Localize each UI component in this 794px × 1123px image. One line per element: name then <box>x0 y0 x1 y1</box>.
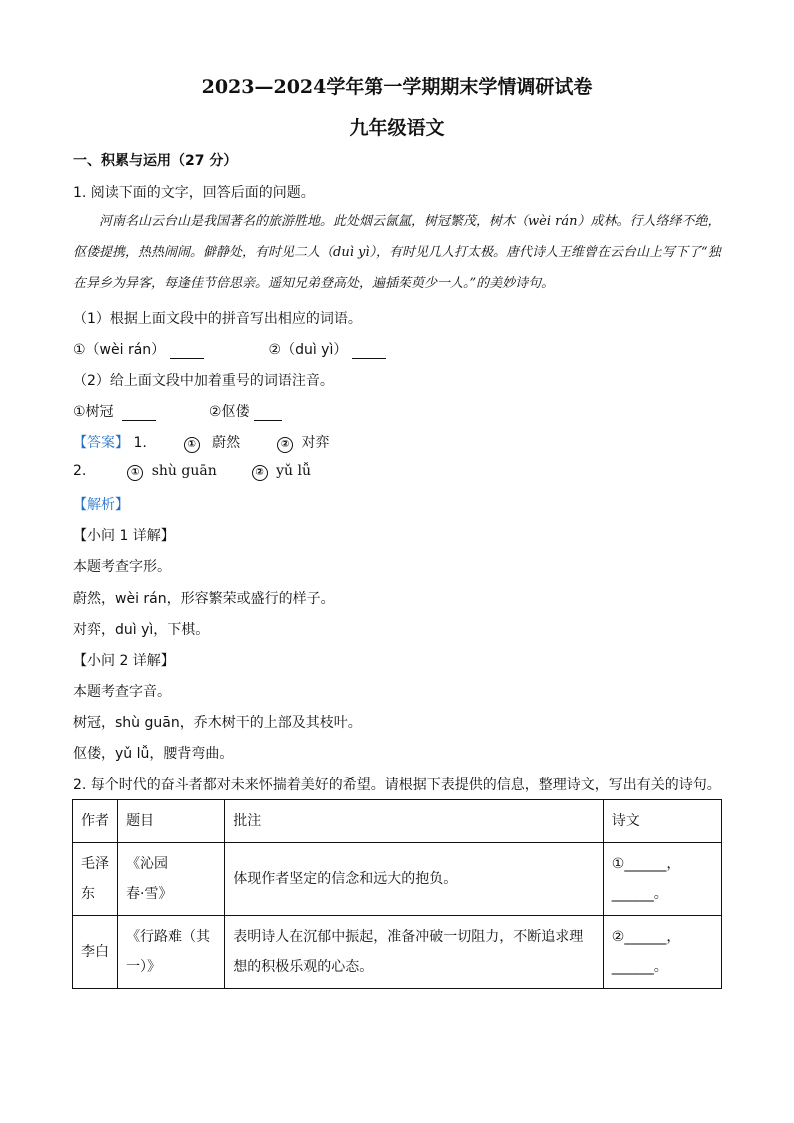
detail-2-line-2: 树冠，shù guān，乔木树干的上部及其枝叶。 <box>73 715 362 731</box>
question-2-stem: 2. 每个时代的奋斗者都对未来怀揣着美好的希望。请根据下表提供的信息，整理诗文，写出有关的诗句。 <box>73 777 721 793</box>
poem-blank[interactable]: ①______， <box>611 856 681 872</box>
poem-blank[interactable]: ②______， <box>611 929 681 945</box>
circled-one-icon: ① <box>184 437 200 453</box>
table-row <box>73 843 722 916</box>
question-1-stem: 1. 阅读下面的文字，回答后面的问题。 <box>73 185 315 201</box>
answer-2b-text: yǔ lǚ <box>276 463 311 479</box>
analysis-label: 【解析】 <box>73 497 129 513</box>
section-heading: 一、积累与运用（27 分） <box>73 153 238 169</box>
poem-answer-cell[interactable] <box>603 843 721 916</box>
answer-1a-text: 蔚然 <box>212 435 241 451</box>
detail-1-line-1: 本题考查字形。 <box>73 559 171 575</box>
poem-title-text: 《沁园 <box>126 856 169 872</box>
poem-answer-cell[interactable] <box>603 916 721 989</box>
answer-2a-text: shù guān <box>151 463 217 479</box>
note-text: 想的积极乐观的心态。 <box>233 959 374 975</box>
detail-1-label: 【小问 1 详解】 <box>73 528 175 544</box>
author-cell <box>73 916 118 989</box>
note-cell <box>225 843 604 916</box>
answer-label: 【答案】 <box>73 435 129 451</box>
exam-subtitle: 九年级语文 <box>349 117 445 139</box>
table-header-cell: 批注 <box>225 800 604 843</box>
answer-blank-1[interactable] <box>170 344 204 359</box>
circled-two-icon: ② <box>252 465 268 481</box>
author-text: 毛泽 <box>81 856 109 872</box>
sub-question-2: （2）给上面文段中加着重号的词语注音。 <box>73 373 334 389</box>
table-row <box>73 916 722 989</box>
blank-2-label: ②（duì yì） <box>268 342 348 358</box>
poetry-table <box>72 799 722 989</box>
detail-1-line-2: 蔚然，wèi rán，形容繁荣或盛行的样子。 <box>73 591 335 607</box>
table-header-cell: 诗文 <box>603 800 721 843</box>
exam-title: 2023—2024学年第一学期期末学情调研试卷 <box>201 76 593 98</box>
answer-1-number: 1. <box>133 435 147 451</box>
sub-question-1-blanks <box>73 339 386 359</box>
circled-two-icon: ② <box>277 437 293 453</box>
blank-4-label: ②伛偻 <box>208 404 250 420</box>
blank-1-label: ①（wèi rán） <box>73 342 166 358</box>
table-header-cell: 题目 <box>118 800 225 843</box>
answer-line-1 <box>73 432 330 453</box>
detail-2-line-1: 本题考查字音。 <box>73 684 171 700</box>
poem-title-cell <box>118 916 225 989</box>
poem-blank[interactable]: ______。 <box>611 886 668 902</box>
reading-passage: 河南名山云台山是我国著名的旅游胜地。此处烟云氤氲，树冠繁茂，树木（wèi rán）成林。行人络绎不绝，伛偻提携，热热闹闹。僻静处，有时见二人（duì yì），有时见几人打太极。唐代诗人王维曾在云台山上写下了“独在异乡为异客，每逢佳节倍思亲。遥知兄弟登高处，遍插茱萸少一人。”的美妙诗句。 <box>73 214 721 291</box>
author-cell <box>73 843 118 916</box>
note-cell <box>225 916 604 989</box>
answer-blank-2[interactable] <box>352 344 386 359</box>
detail-1-line-3: 对弈，duì yì，下棋。 <box>73 622 210 638</box>
poem-title-text: 春·雪》 <box>126 886 173 902</box>
poem-blank[interactable]: ______。 <box>611 959 668 975</box>
author-text: 李白 <box>81 944 109 960</box>
poem-title-text: 《行路难（其 <box>126 929 211 945</box>
table-header-row <box>73 800 722 843</box>
answer-blank-3[interactable] <box>122 406 156 421</box>
blank-3-label: ①树冠 <box>73 404 114 420</box>
detail-2-line-3: 伛偻，yǔ lǚ，腰背弯曲。 <box>73 746 234 762</box>
detail-2-label: 【小问 2 详解】 <box>73 653 175 669</box>
poem-title-text: 一）》 <box>126 959 162 975</box>
note-text: 表明诗人在沉郁中振起，准备冲破一切阻力，不断追求理 <box>233 929 584 945</box>
circled-one-icon: ① <box>127 465 143 481</box>
answer-blank-4[interactable] <box>254 406 282 421</box>
sub-question-2-blanks <box>73 401 282 421</box>
poem-title-cell <box>118 843 225 916</box>
author-text: 东 <box>81 886 95 902</box>
table-header-cell: 作者 <box>73 800 118 843</box>
answer-1b-text: 对弈 <box>301 435 330 451</box>
answer-line-2 <box>73 463 311 481</box>
note-text: 体现作者坚定的信念和远大的抱负。 <box>233 871 458 887</box>
sub-question-1: （1）根据上面文段中的拼音写出相应的词语。 <box>73 311 362 327</box>
answer-2-number: 2. <box>73 463 87 479</box>
